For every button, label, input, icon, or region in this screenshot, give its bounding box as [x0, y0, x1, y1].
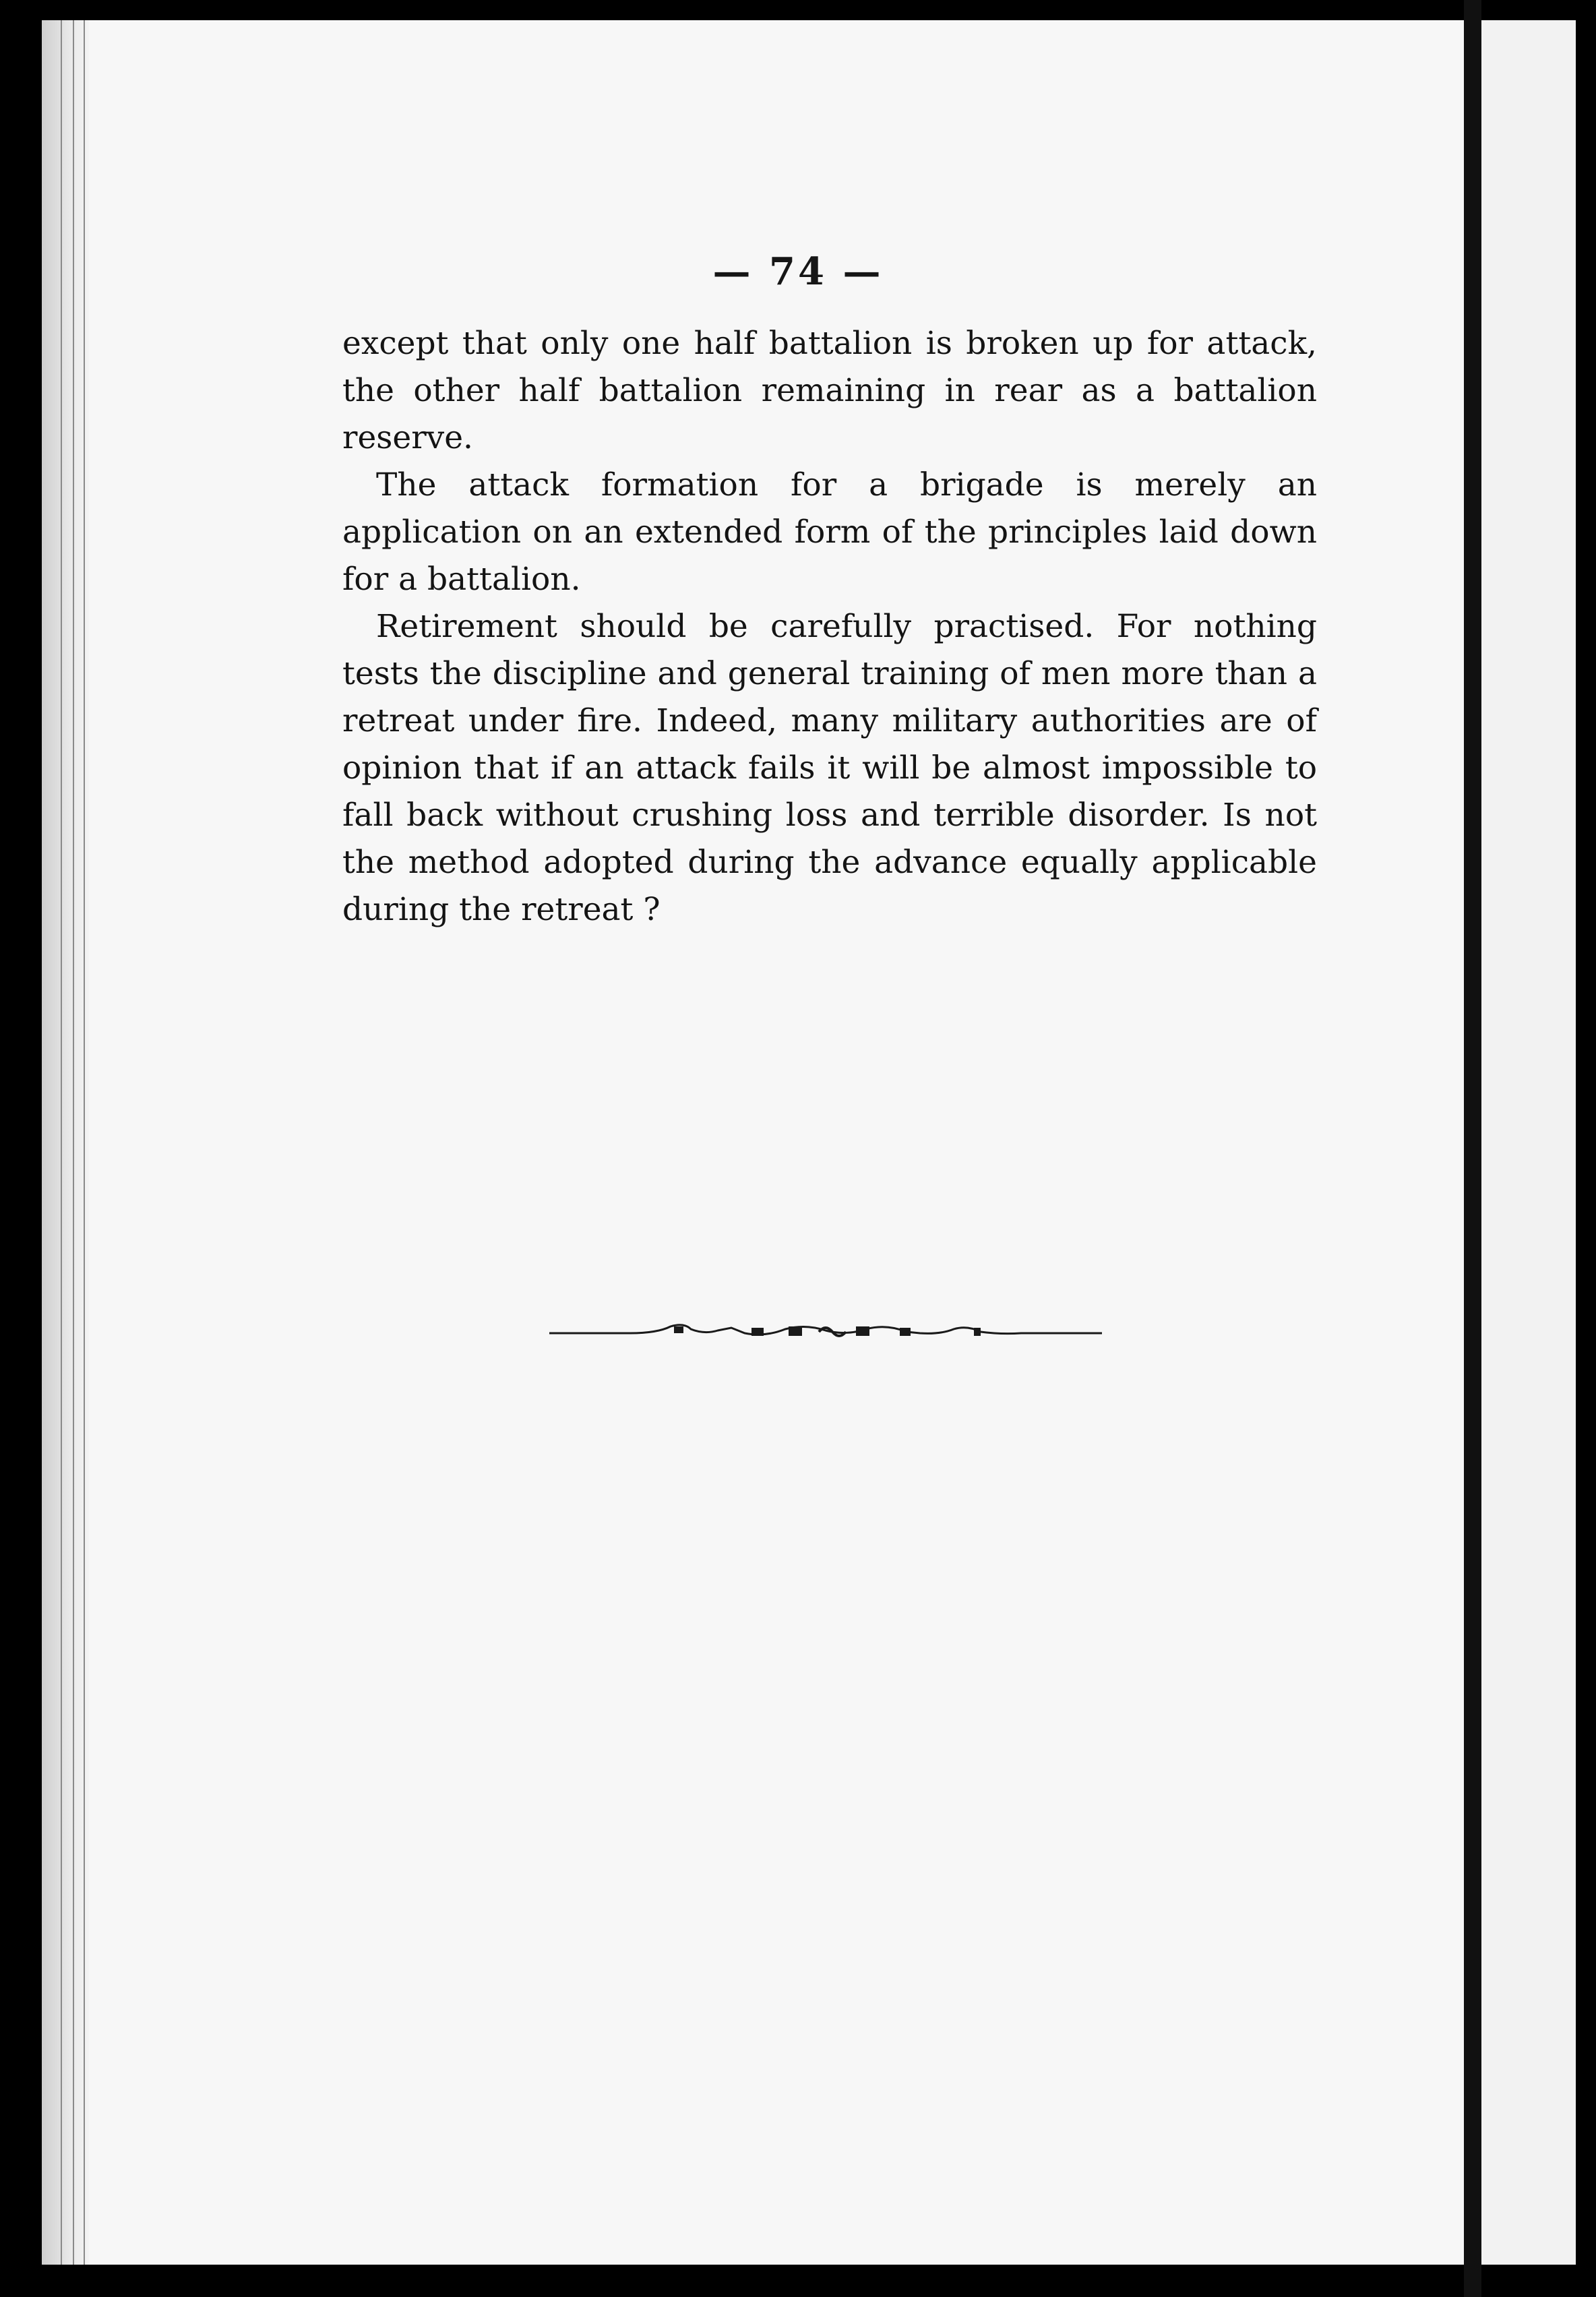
body-text: [342, 320, 1317, 933]
page-edge-shadow: [1464, 0, 1481, 2297]
page-number: — 74 —: [712, 249, 884, 294]
ornamental-rule-icon: [549, 1314, 1102, 1348]
adjacent-page-strip: [1481, 20, 1576, 2265]
paragraph-1: except that only one half battalion is broken up for attack, the other half battalion remaining in rear as a battalion reserve.: [342, 325, 1317, 456]
gutter-line: [73, 20, 74, 2265]
paragraph-3: Retirement should be carefully practised. For nothing tests the discipline and general training of men more than a retreat under fire. Indeed, many military authorities are of opinion that if an attack fails it will be almost impossible to fall back without crushing loss and terrible disorder. Is not the method adopted during the advance equally applicable during the retreat ?: [342, 608, 1317, 928]
gutter-line: [61, 20, 62, 2265]
binding-gutter: [42, 20, 89, 2265]
gutter-line: [84, 20, 85, 2265]
paragraph-2: The attack formation for a brigade is merely an application on an extended form of the principles laid down for a battalion.: [342, 466, 1317, 598]
